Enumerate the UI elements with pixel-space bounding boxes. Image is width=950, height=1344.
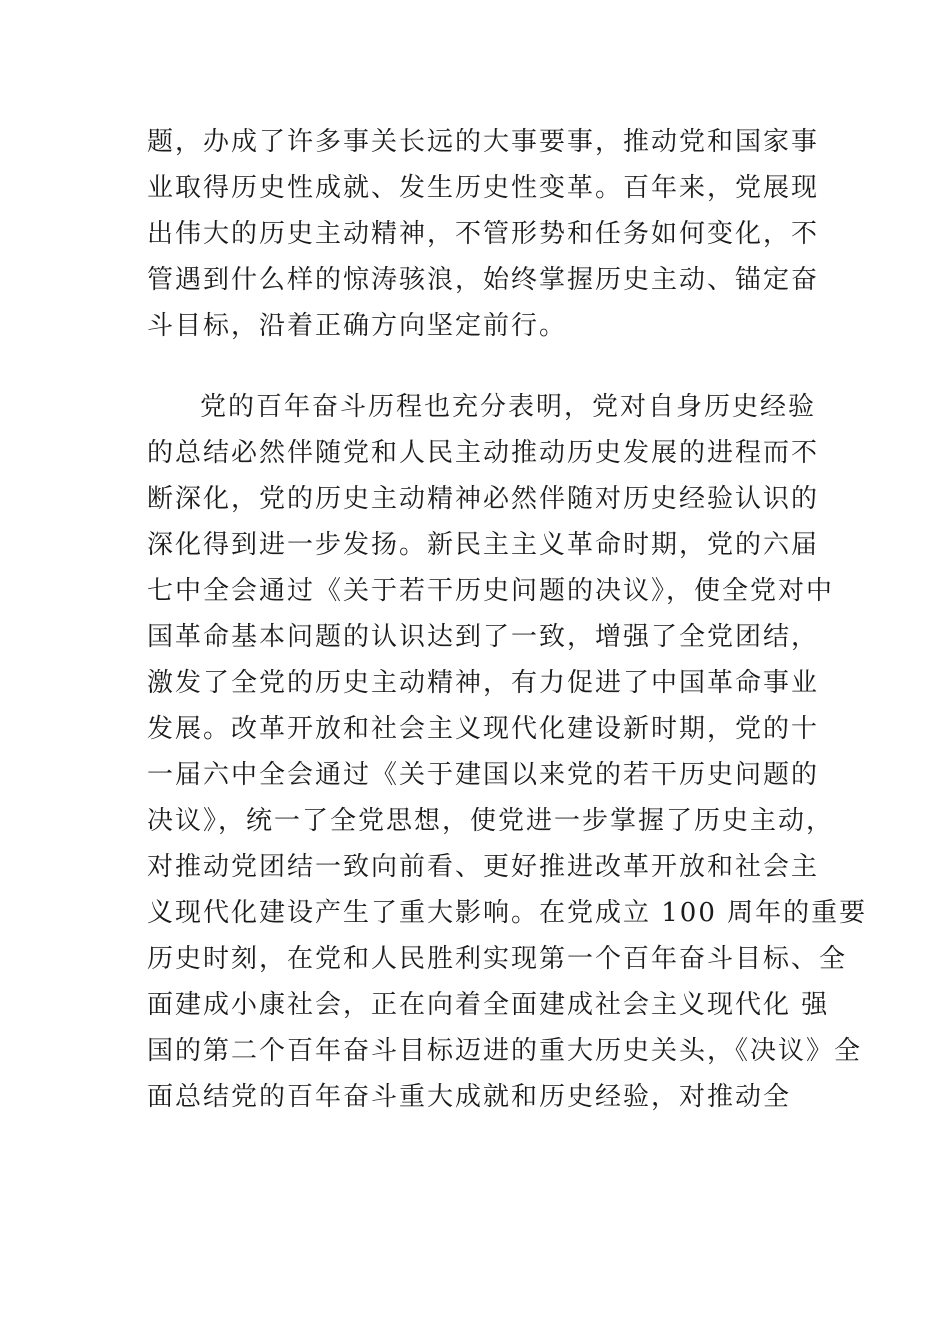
text-line: 管遇到什么样的惊涛骇浪，始终掌握历史主动、锚定奋 xyxy=(147,265,820,295)
text-line: 党的百年奋斗历程也充分表明，党对自身历史经验 xyxy=(200,392,817,422)
text-line: 面建成小康社会，正在向着全面建成社会主义现代化 强 xyxy=(147,990,830,1020)
text-line: 激发了全党的历史主动精神，有力促进了中国革命事业 xyxy=(147,668,820,698)
text-line: 发展。改革开放和社会主义现代化建设新时期，党的十 xyxy=(147,714,820,744)
text-line: 深化得到进一步发扬。新民主主义革命时期，党的六届 xyxy=(147,530,820,560)
text-line: 面总结党的百年奋斗重大成就和历史经验，对推动全 xyxy=(147,1082,792,1112)
text-line: 的总结必然伴随党和人民主动推动历史发展的进程而不 xyxy=(147,438,820,468)
text-line: 出伟大的历史主动精神，不管形势和任务如何变化，不 xyxy=(147,219,820,249)
text-line: 历史时刻，在党和人民胜利实现第一个百年奋斗目标、全 xyxy=(147,944,848,974)
text-line: 断深化，党的历史主动精神必然伴随对历史经验认识的 xyxy=(147,484,820,514)
text-line: 一届六中全会通过《关于建国以来党的若干历史问题的 xyxy=(147,760,820,790)
text-line: 义现代化建设产生了重大影响。在党成立 100 周年的重要 xyxy=(147,898,868,928)
text-line: 斗目标，沿着正确方向坚定前行。 xyxy=(147,311,568,341)
text-line: 七中全会通过《关于若干历史问题的决议》，使全党对中 xyxy=(147,576,835,606)
text-line: 题，办成了许多事关长远的大事要事，推动党和国家事 xyxy=(147,127,820,157)
text-line: 国革命基本问题的认识达到了一致，增强了全党团结， xyxy=(147,622,820,652)
text-line: 对推动党团结一致向前看、更好推进改革开放和社会主 xyxy=(147,852,820,882)
text-line: 国的第二个百年奋斗目标迈进的重大历史关头，《决议》全 xyxy=(147,1036,863,1066)
text-line: 业取得历史性成就、发生历史性变革。百年来，党展现 xyxy=(147,173,820,203)
text-line: 决议》，统一了全党思想，使党进一步掌握了历史主动， xyxy=(147,806,835,836)
